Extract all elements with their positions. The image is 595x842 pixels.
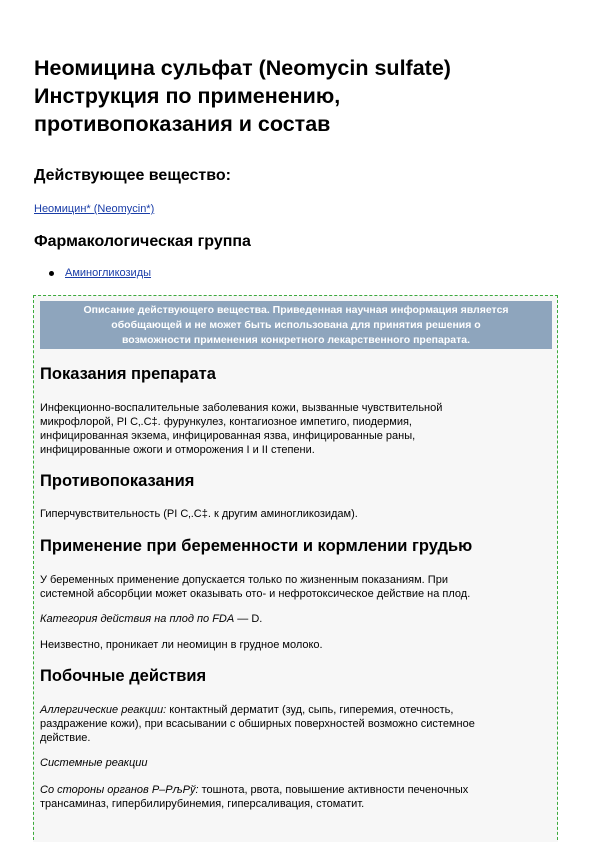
pregnancy-line-1: У беременных применение допускается только по жизненным показаниям. При: [40, 574, 448, 586]
bullet-icon: [49, 271, 54, 276]
pharm-group-heading: Фармакологическая группа: [34, 233, 251, 250]
title-line-1: Неомицина сульфат (Neomycin sulfate): [34, 56, 451, 80]
indications-text: [40, 401, 548, 457]
title-line-2: Инструкция по применению,: [34, 84, 341, 108]
title-line-3: противопоказания и состав: [34, 112, 331, 136]
pharm-group-link[interactable]: Аминогликозиды: [65, 267, 152, 279]
gi-label: Со стороны органов Р–РљРў:: [40, 784, 199, 796]
allergic-line-2: раздражение кожи), при всасывании с обширных поверхностей возможно системное: [40, 718, 475, 730]
disclaimer-banner: [40, 301, 552, 349]
fda-category-label: Категория действия на плод по FDA: [40, 613, 235, 625]
substance-info-box: [33, 295, 558, 842]
fda-category-value: — D.: [234, 613, 263, 625]
contraindications-text: Гиперчувствительность (РІ С‚.С‡. к другим аминогликозидам).: [40, 508, 358, 520]
side-effects-heading: Побочные действия: [40, 667, 207, 685]
lactation-text: Неизвестно, проникает ли неомицин в грудное молоко.: [40, 639, 323, 651]
gi-effects-text: [40, 783, 548, 811]
contraindications-heading: Противопоказания: [40, 472, 195, 490]
allergic-line-1: контактный дерматит (зуд, сыпь, гиперемия, отечность,: [166, 704, 454, 716]
indications-line-1: Инфекционно-воспалительные заболевания кожи, вызванные чувствительной: [40, 402, 443, 414]
banner-line-3: возможности применения конкретного лекарственного препарата.: [121, 334, 471, 346]
allergic-line-3: действие.: [40, 732, 91, 744]
pregnancy-text: [40, 573, 548, 601]
pregnancy-line-2: системной абсорбции может оказывать ото- и нефротоксическое действие на плод.: [40, 588, 471, 600]
indications-line-2: микрофлорой, РІ С‚.С‡. фурункулез, контагиозное импетиго, пиодермия,: [40, 416, 412, 428]
indications-heading: Показания препарата: [40, 365, 216, 383]
banner-line-2: обобщающей и не может быть использована для принятия решения о: [111, 319, 481, 331]
indications-line-4: инфицированные ожоги и отморожения I и II степени.: [40, 444, 315, 456]
systemic-reactions-label: Системные реакции: [40, 757, 148, 769]
indications-line-3: инфицированная экзема, инфицированная язва, инфицированные раны,: [40, 430, 416, 442]
banner-line-1: Описание действующего вещества. Приведенная научная информация является: [83, 304, 509, 316]
allergic-label: Аллергические реакции:: [40, 704, 167, 716]
gi-line-1: тошнота, рвота, повышение активности печеночных: [198, 784, 469, 796]
active-substance-heading: Действующее вещество:: [34, 167, 231, 184]
active-substance-link[interactable]: Неомицин* (Neomycin*): [34, 203, 155, 215]
page-title: [34, 54, 564, 138]
gi-line-2: трансаминаз, гипербилирубинемия, гиперсаливация, стоматит.: [40, 798, 365, 810]
fda-category: [40, 612, 548, 626]
allergic-reactions-text: [40, 703, 548, 745]
pregnancy-heading: Применение при беременности и кормлении грудью: [40, 537, 473, 555]
